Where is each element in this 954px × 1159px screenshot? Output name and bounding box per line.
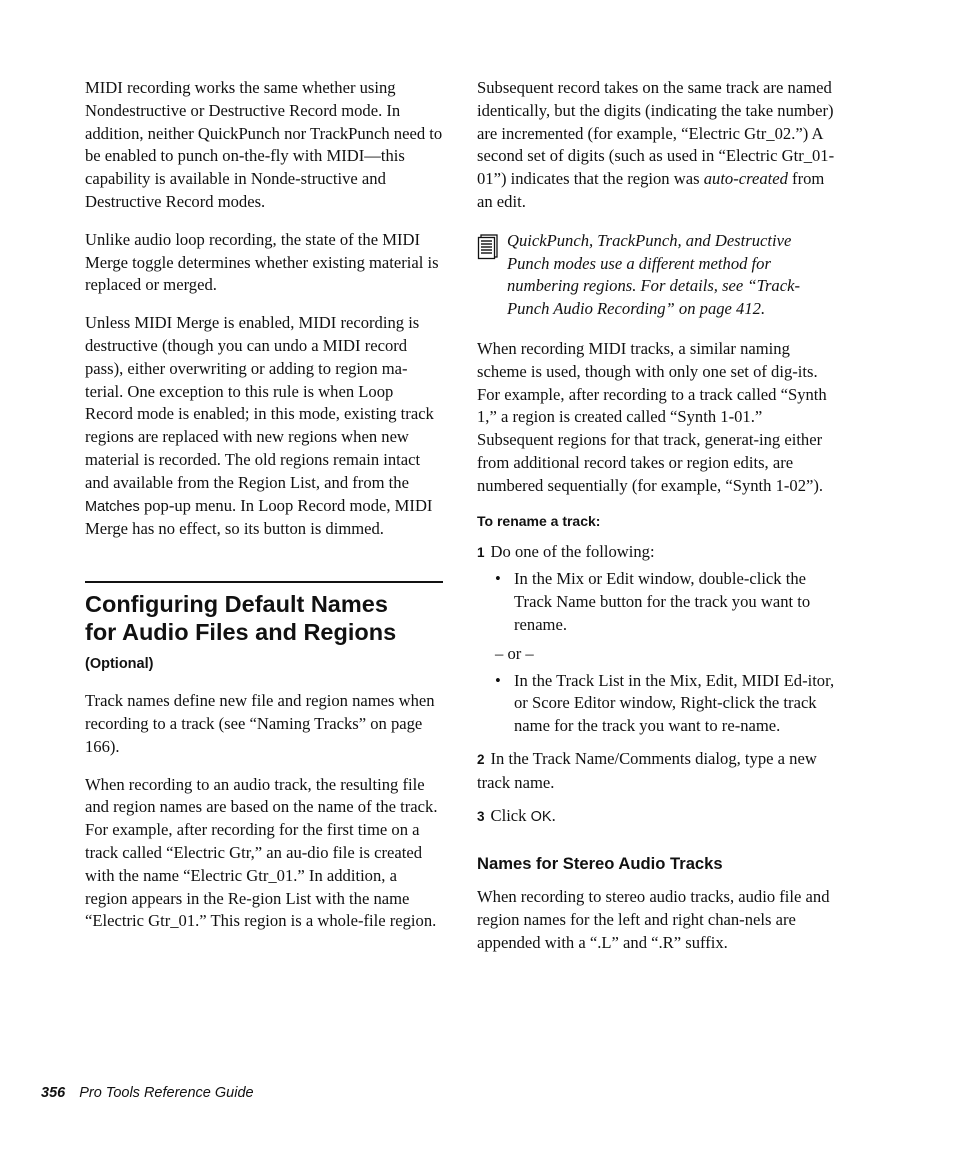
paragraph-midi-merge: Unlike audio loop recording, the state of the MIDI Merge toggle determines whether existing material is replaced or merged. (85, 229, 439, 295)
bullet-item: • In the Track List in the Mix, Edit, MIDI Ed-itor, or Score Editor window, Right-click the track name for the track you want to re-name. (495, 670, 835, 736)
procedure-title: To rename a track: (477, 512, 601, 529)
optional-label: (Optional) (85, 656, 154, 673)
section-rule (85, 581, 443, 583)
paragraph-subsequent-takes: Subsequent record takes on the same track are named identically, but the digits (indicating the take number) are incremented (for example, “Electric Gtr_02.”) A second set of digits (such as used in “Electric Gtr_01-01”) indicates that the region was auto-created from an edit. (477, 78, 835, 211)
matches-menu-name: Matches (85, 498, 140, 515)
bullet-item: • In the Mix or Edit window, double-click the Track Name button for the track you want to rename. (495, 569, 811, 634)
paragraph-midi-naming: When recording MIDI tracks, a similar naming scheme is used, though with only one set of dig-its. For example, after recording to a track called “Synth 1,” a region is created called “Synth 1-01.” Subsequent regions for that track, generat-ing either from additional record takes or region edits, are numbered sequentially (for example, “Synth 1-02”). (477, 338, 827, 495)
section-title: Configuring Default Names for Audio Files and Regions (85, 591, 397, 645)
note-callout (477, 230, 837, 321)
page-footer (41, 1085, 254, 1101)
subsection-title: Names for Stereo Audio Tracks (477, 854, 723, 874)
step-2: 2 In the Track Name/Comments dialog, type a new track name. (477, 748, 817, 792)
note-icon (477, 230, 507, 321)
step-1: 1 Do one of the following: (477, 541, 655, 561)
left-column (85, 77, 443, 948)
paragraph-audio-track-naming: When recording to an audio track, the resulting file and region names are based on the name of the track. For example, after recording for the first time on a track called “Electric Gtr,” an au-dio file is created with the name “Electric Gtr_01.” In addition, a region appears in the Re-gion List with the name “Electric Gtr_01.” This region is a whole-file region. (85, 774, 438, 931)
or-separator: – or – (495, 643, 534, 663)
step-3: 3 Click OK. (477, 805, 556, 825)
paragraph-midi-recording: MIDI recording works the same whether using Nondestructive or Destructive Record mode. In addition, neither QuickPunch nor TrackPunch need to be enabled to punch on-the-fly with MIDI—this capability is available in Nonde-structive and Destructive Record modes. (85, 78, 443, 211)
paragraph-loop-record: Unless MIDI Merge is enabled, MIDI recording is destructive (though you can undo a MIDI record pass), either overwriting or adding to region ma-terial. One exception to this rule is when Loop Record mode is enabled; in this mode, existing track regions are replaced with new regions when new material is recorded. The old regions remain intact and available from the Region List, and from the Matches pop-up menu. In Loop Record mode, MIDI Merge has no effect, so its button is dimmed. (85, 313, 434, 539)
note-text: QuickPunch, TrackPunch, and Destructive Punch modes use a different method for numbering regions. For details, see “Track-Punch Audio Recording” on page 412. (507, 230, 800, 319)
ok-button-name: OK (530, 808, 552, 825)
paragraph-track-names: Track names define new file and region names when recording to a track (see “Naming Tracks” on page 166). (85, 691, 435, 756)
page-number: 356 (41, 1085, 66, 1101)
right-column (477, 77, 837, 970)
guide-title: Pro Tools Reference Guide (79, 1085, 254, 1101)
paragraph-stereo-tracks: When recording to stereo audio tracks, audio file and region names for the left and right chan-nels are appended with a “.L” and “.R” suffix. (477, 887, 830, 952)
